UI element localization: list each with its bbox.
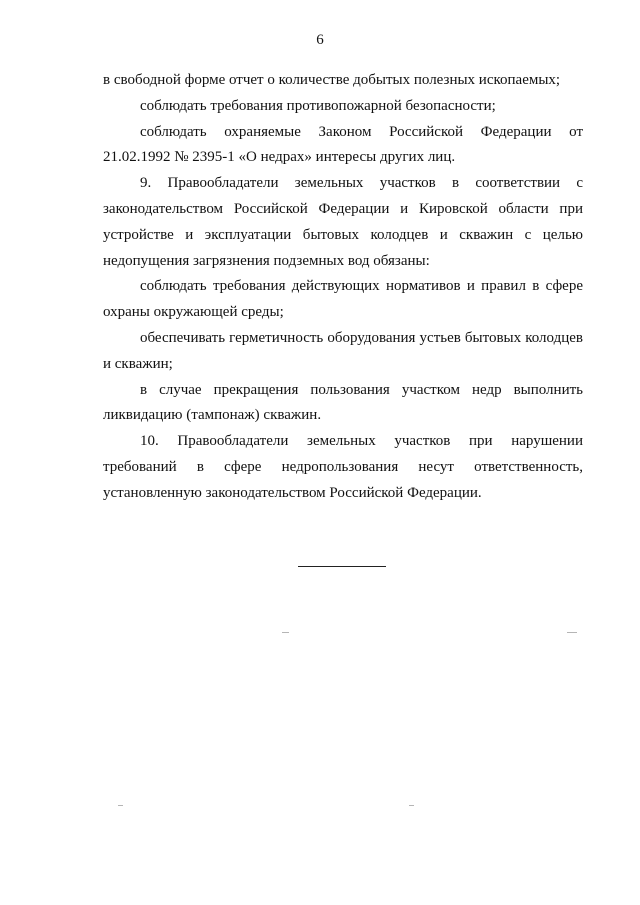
document-body [103, 68, 583, 507]
scan-speck [567, 632, 577, 633]
scan-speck [409, 805, 414, 806]
paragraph-item-10: 10. Правообладатели земельных участков при нарушении требований в сфере недропользования несут ответственность, установленную законодательством Российской Федерации. [103, 433, 583, 501]
paragraph-well-sealing: обеспечивать герметичность оборудования устьев бытовых колодцев и скважин; [103, 329, 583, 372]
end-of-document-rule [298, 566, 386, 567]
paragraph-well-liquidation: в случае прекращения пользования участком недр выполнить ликвидацию (тампонаж) скважин. [103, 381, 583, 424]
paragraph-subsoil-law: соблюдать охраняемые Законом Российской Федерации от 21.02.1992 № 2395-1 «О недрах» интересы других лиц. [103, 123, 583, 166]
page-number: 6 [316, 32, 324, 48]
paragraph-item-9: 9. Правообладатели земельных участков в соответствии с законодательством Российской Федерации и Кировской области при устройстве и эксплуатации бытовых колодцев и скважин с целью недопущения загрязнения подземных вод обязаны: [103, 175, 583, 269]
scan-speck [282, 632, 289, 633]
scan-speck [118, 805, 123, 806]
paragraph-fire-safety: соблюдать требования противопожарной безопасности; [140, 97, 496, 114]
paragraph-continuation: в свободной форме отчет о количестве добытых полезных ископаемых; [103, 72, 561, 88]
paragraph-environmental-norms: соблюдать требования действующих нормативов и правил в сфере охраны окружающей среды; [103, 278, 583, 321]
